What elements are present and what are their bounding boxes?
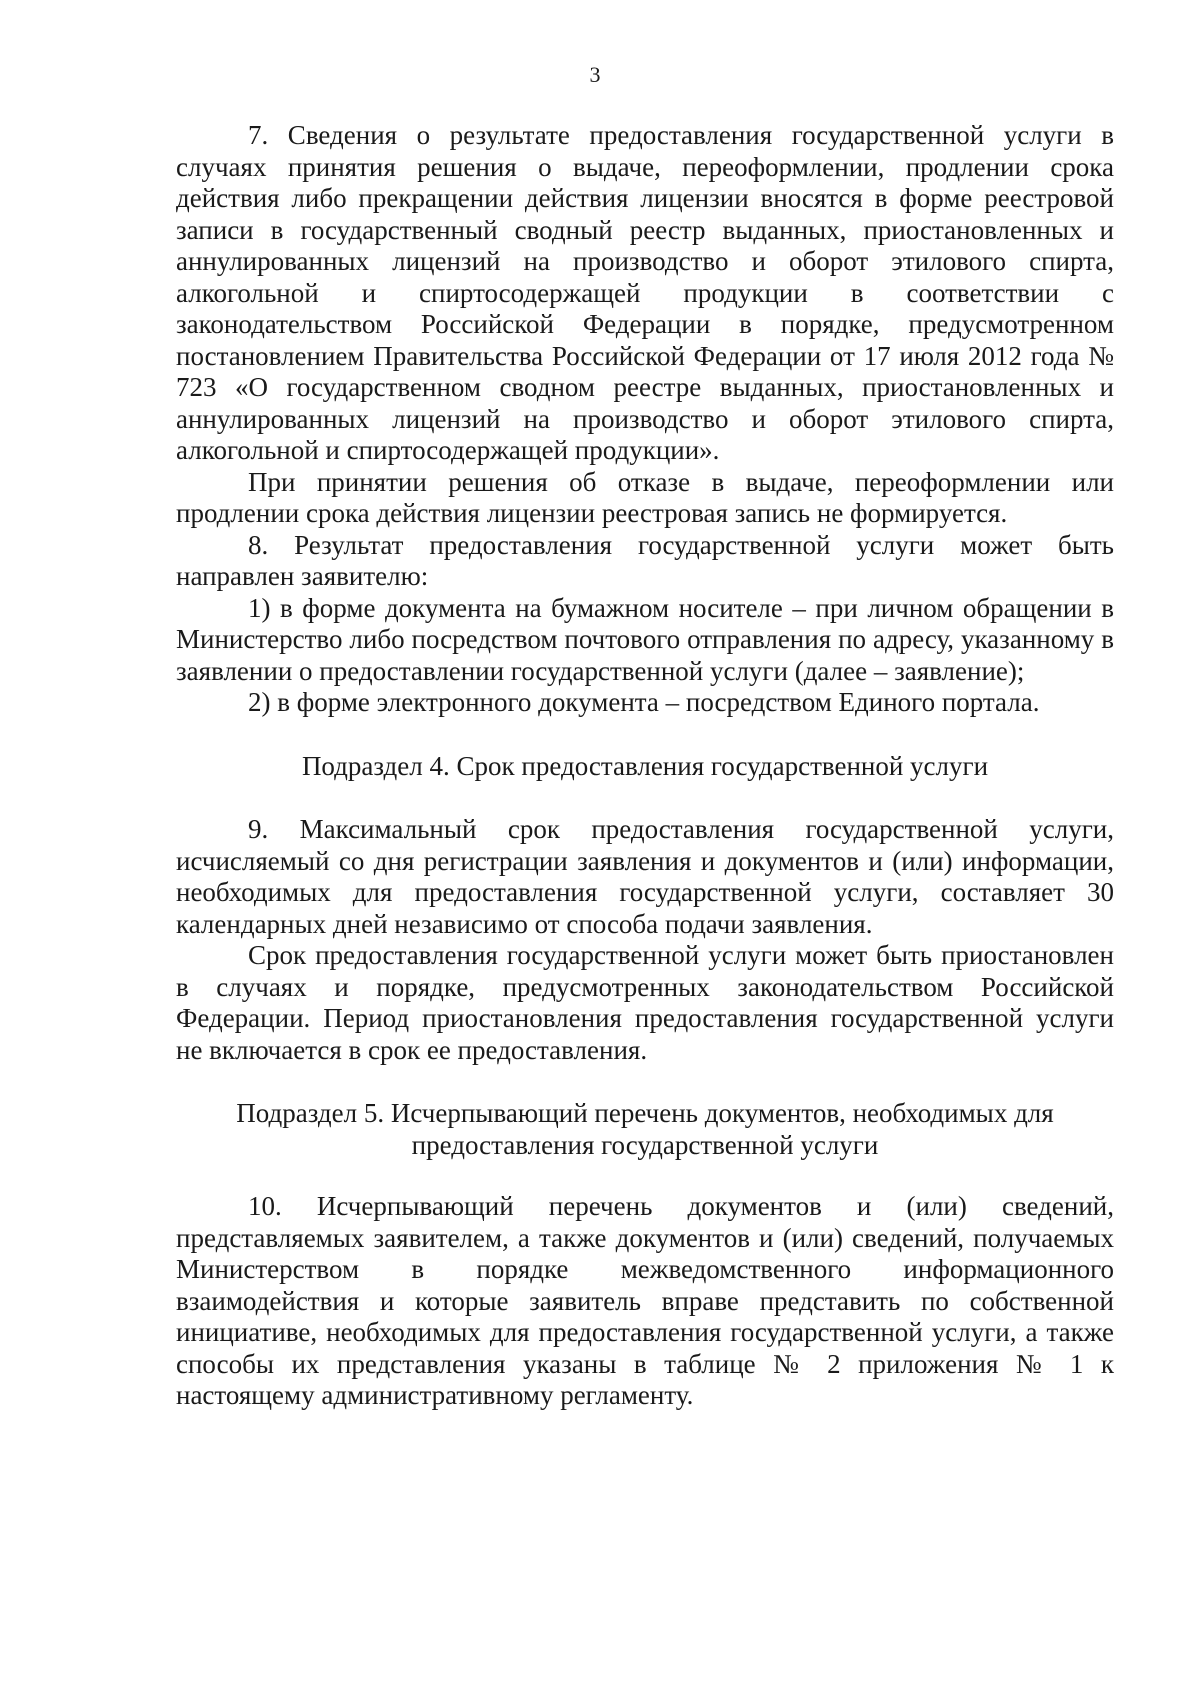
paragraph-8: 8. Результат предоставления государственной услуги может быть направлен заявителю:	[176, 529, 1114, 591]
heading-subsection-5-line-2: предоставления государственной услуги	[411, 1129, 879, 1160]
paragraph-8-item-2: 2) в форме электронного документа – посредством Единого портала.	[248, 687, 1040, 717]
heading-subsection-5-line-1: Подраздел 5. Исчерпывающий перечень документов, необходимых для	[236, 1098, 1054, 1128]
paragraph-9-suspension: Срок предоставления государственной услуги может быть приостановлен в случаях и порядке, предусмотренных законодательством Российской Федерации. Период приостановления предоставления государственной услуги не включается в срок ее предоставления.	[176, 940, 1114, 1065]
heading-subsection-4: Подраздел 4. Срок предоставления государственной услуги	[301, 750, 989, 781]
paragraph-8-item-1: 1) в форме документа на бумажном носителе – при личном обращении в Министерство либо посредством почтового отправления по адресу, указанному в заявлении о предоставлении государственной услуги (далее – заявление);	[176, 592, 1114, 686]
paragraph-10: 10. Исчерпывающий перечень документов и (или) сведений, представляемых заявителем, а также документов и (или) сведений, получаемых Министерством в порядке межведомственного информационного взаимодействия и которые заявитель вправе представить по собственной инициативе, необходимых для предоставления государственной услуги, а также способы их представления указаны в таблице № 2 приложения № 1 к настоящему административному регламенту.	[176, 1191, 1114, 1410]
page-number: 3	[589, 62, 601, 87]
paragraph-9: 9. Максимальный срок предоставления государственной услуги, исчисляемый со дня регистрации заявления и документов и (или) информации, необходимых для предоставления государственной услуги, составляет 30 календарных дней независимо от способа подачи заявления.	[176, 814, 1114, 939]
paragraph-7-refusal: При принятии решения об отказе в выдаче, переоформлении или продлении срока действия лицензии реестровая запись не формируется.	[176, 466, 1114, 528]
paragraph-7: 7. Сведения о результате предоставления государственной услуги в случаях принятия решения о выдаче, переоформлении, продлении срока действия либо прекращении действия лицензии вносятся в форме реестровой записи в государственный сводный реестр выданных, приостановленных и аннулированных лицензий на производство и оборот этилового спирта, алкогольной и спиртосодержащей продукции в соответствии с законодательством Российской Федерации в порядке, предусмотренном постановлением Правительства Российской Федерации от 17 июля 2012 года № 723 «О государственном сводном реестре выданных, приостановленных и аннулированных лицензий на производство и оборот этилового спирта, алкогольной и спиртосодержащей продукции».	[176, 120, 1114, 465]
document-body	[176, 120, 1114, 1412]
